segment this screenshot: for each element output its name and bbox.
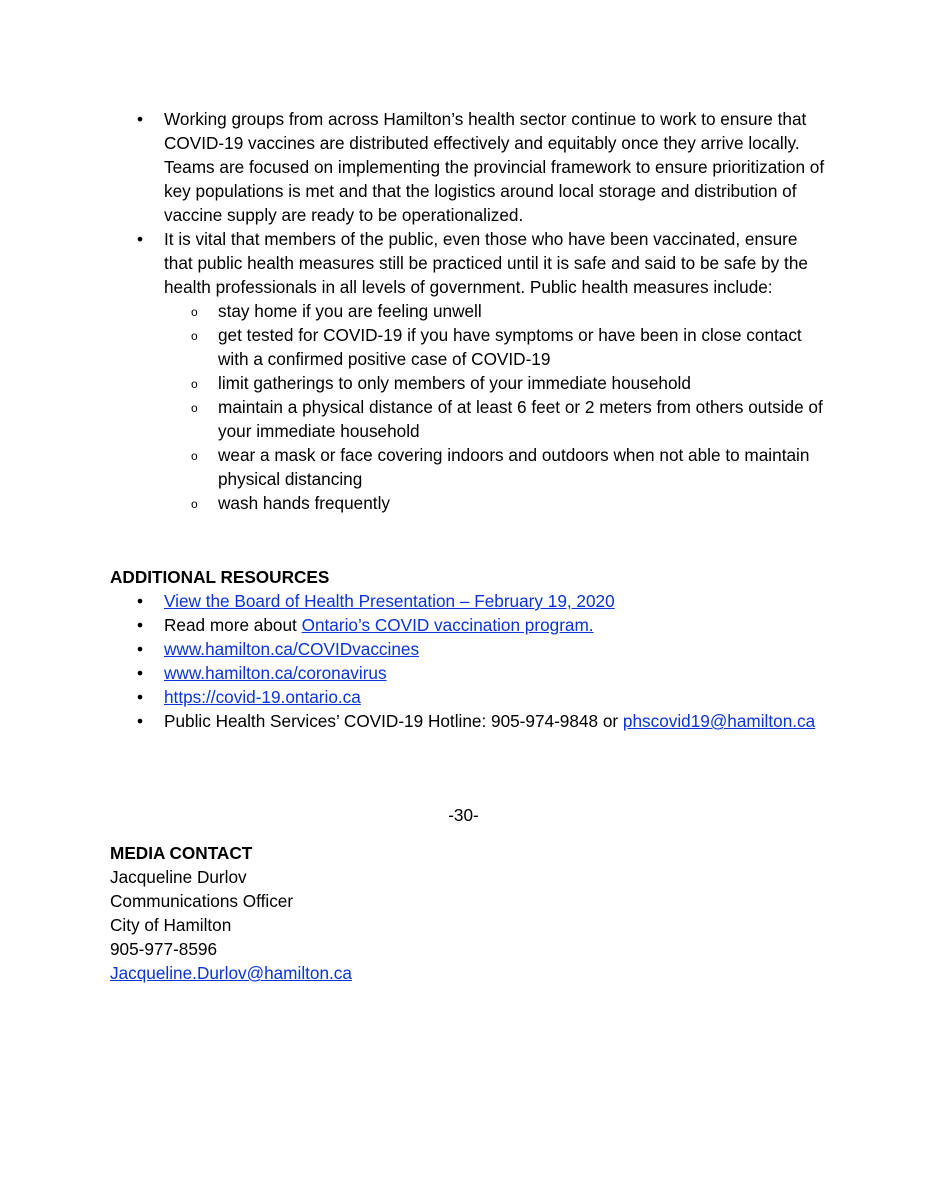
bullet-icon: • [137, 109, 144, 129]
measure-text: wash hands frequently [218, 493, 390, 513]
bullet-icon: • [137, 639, 144, 659]
contact-organization: City of Hamilton [110, 915, 232, 935]
bullet-icon: • [137, 229, 144, 249]
resource-item-board-presentation [110, 589, 830, 613]
sub-bullet-icon: o [191, 497, 198, 511]
measure-item [164, 299, 830, 323]
resource-item-covid-vaccines [110, 637, 830, 661]
board-presentation-link[interactable]: View the Board of Health Presentation – February 19, 2020 [164, 591, 615, 611]
measure-text: get tested for COVID-19 if you have symptoms or have been in close contact with a confirmed positive case of COVID-19 [218, 325, 802, 369]
resource-item-ontario-site [110, 685, 830, 709]
contact-title: Communications Officer [110, 891, 294, 911]
measure-item [164, 371, 830, 395]
measures-list [164, 299, 830, 515]
resources-list [110, 589, 830, 733]
ontario-covid-site-link[interactable]: https://covid-19.ontario.ca [164, 687, 361, 707]
resource-item-hotline [110, 709, 830, 733]
additional-resources-heading: ADDITIONAL RESOURCES [110, 567, 330, 587]
resource-item-coronavirus [110, 661, 830, 685]
ontario-vaccination-link[interactable]: Ontario’s COVID vaccination program. [301, 615, 594, 635]
media-contact-heading: MEDIA CONTACT [110, 843, 253, 863]
bullet-icon: • [137, 687, 144, 707]
bullet-icon: • [137, 591, 144, 611]
resource-prefix-text: Read more about [164, 615, 302, 635]
end-marker: -30- [448, 805, 479, 825]
sub-bullet-icon: o [191, 449, 198, 463]
measure-text: limit gatherings to only members of your immediate household [218, 373, 691, 393]
measure-text: wear a mask or face covering indoors and outdoors when not able to maintain physical distancing [218, 445, 810, 489]
bullet-icon: • [137, 711, 144, 731]
measure-text: stay home if you are feeling unwell [218, 301, 482, 321]
contact-phone: 905-977-8596 [110, 939, 218, 959]
bullet-public-health-measures [110, 227, 830, 515]
main-bullet-list [110, 107, 830, 515]
covid-vaccines-link[interactable]: www.hamilton.ca/COVIDvaccines [164, 639, 420, 659]
measure-text: maintain a physical distance of at least 6 feet or 2 meters from others outside of your immediate household [218, 397, 823, 441]
measure-item [164, 323, 830, 371]
bullet-icon: • [137, 663, 144, 683]
bullet-text: Working groups from across Hamilton’s health sector continue to work to ensure that COVID-19 vaccines are distributed effectively and equitably once they arrive locally. Teams are focused on implementing the provincial framework to ensure prioritization of key populations is met and that the logistics around local storage and distribution of vaccine supply are ready to be operationalized. [164, 109, 825, 225]
phs-email-link[interactable]: phscovid19@hamilton.ca [622, 711, 816, 731]
bullet-icon: • [137, 615, 144, 635]
measure-item [164, 395, 830, 443]
measure-item [164, 491, 830, 515]
hotline-text: Public Health Services’ COVID-19 Hotline: 905-974-9848 or [164, 711, 623, 731]
sub-bullet-icon: o [191, 377, 198, 391]
bullet-text: It is vital that members of the public, even those who have been vaccinated, ensure that public health measures still be practiced until it is safe and said to be safe by the health professionals in all levels of government. Public health measures include: [164, 229, 808, 297]
coronavirus-link[interactable]: www.hamilton.ca/coronavirus [164, 663, 387, 683]
bullet-working-groups [110, 107, 830, 227]
sub-bullet-icon: o [191, 329, 198, 343]
contact-name: Jacqueline Durlov [110, 867, 247, 887]
sub-bullet-icon: o [191, 401, 198, 415]
sub-bullet-icon: o [191, 305, 198, 319]
contact-email-link[interactable]: Jacqueline.Durlov@hamilton.ca [110, 963, 352, 983]
measure-item [164, 443, 830, 491]
media-contact-block [110, 841, 352, 985]
resource-item-ontario-program [110, 613, 830, 637]
